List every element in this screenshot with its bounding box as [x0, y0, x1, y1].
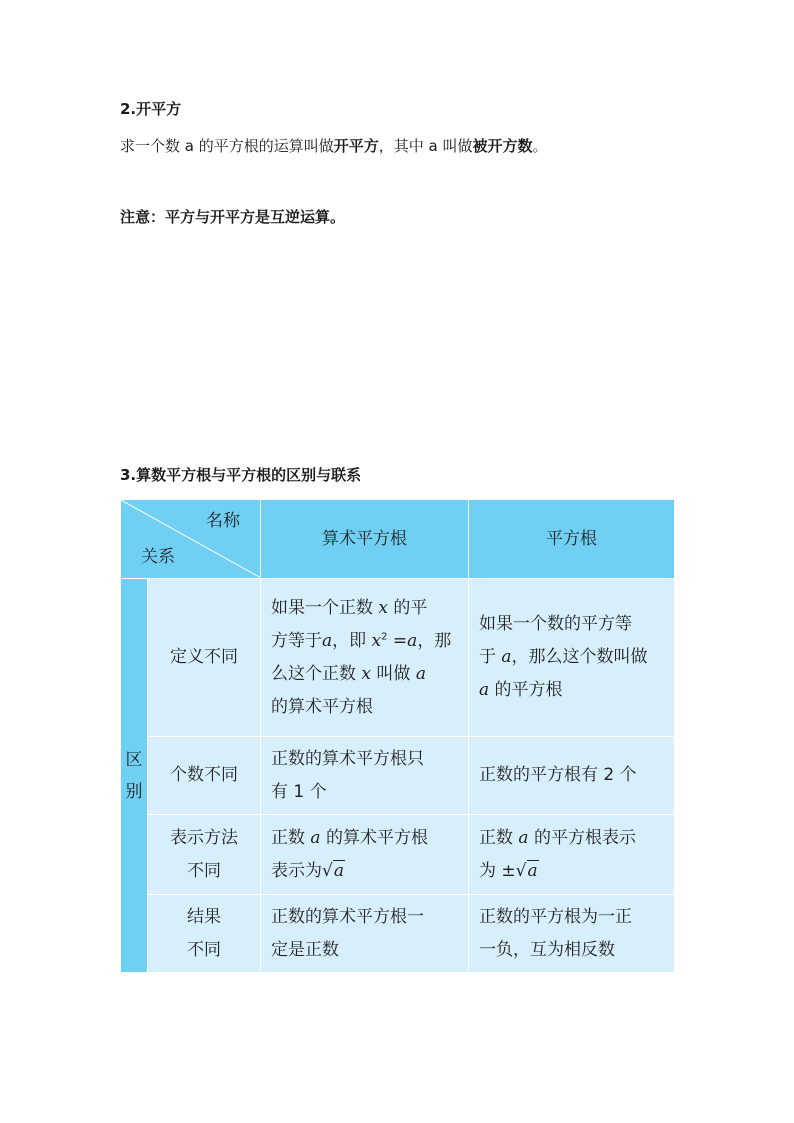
cell-line: 为 ±√a: [479, 860, 538, 881]
cell-count-arithmetic: [261, 737, 469, 815]
term-bei-kai-fang-shu: 被开方数: [472, 137, 533, 155]
corner-label-name: 名称: [206, 511, 240, 531]
section-2-definition: [120, 135, 548, 156]
cell-definition-arithmetic: [261, 579, 469, 737]
row-label-result: [148, 895, 261, 973]
definition-text: 。: [532, 137, 548, 155]
cell-line: 不同: [187, 860, 221, 881]
cell-line: 正数的算术平方根一: [271, 906, 424, 927]
section-2-note: 注意：平方与开平方是互逆运算。: [120, 208, 346, 226]
cell-line: 的算术平方根: [271, 696, 373, 717]
cell-line: 表示方法: [170, 827, 238, 848]
column-header-square-root: 平方根: [469, 500, 675, 579]
cell-line: 正数的平方根为一正: [479, 906, 632, 927]
table-row: [121, 579, 675, 737]
section-3-title: 3.算数平方根与平方根的区别与联系: [120, 466, 362, 484]
corner-cell: [121, 500, 261, 579]
definition-text: 求一个数 a 的平方根的运算叫做: [120, 137, 334, 155]
table-row: [121, 737, 675, 815]
row-label-definition: 定义不同: [148, 579, 261, 737]
cell-result-square: [469, 895, 675, 973]
cell-line: 方等于a，即 $x^2 =a$，那: [271, 630, 452, 651]
row-label-count: 个数不同: [148, 737, 261, 815]
column-header-arithmetic-root: 算术平方根: [261, 500, 469, 579]
cell-line: 么这个正数 x 叫做 a: [271, 663, 426, 684]
section-2-title: 2.开平方: [120, 100, 182, 118]
cell-result-arithmetic: [261, 895, 469, 973]
cell-line: 表示为√a: [271, 860, 344, 881]
term-kai-ping-fang: 开平方: [333, 137, 379, 155]
row-label-notation: [148, 815, 261, 895]
group-label-char: 别: [125, 781, 143, 802]
cell-line: 正数的算术平方根只: [271, 748, 424, 769]
table-row: [121, 895, 675, 973]
cell-line: 正数 a 的算术平方根: [271, 827, 428, 848]
definition-text: ，其中 a 叫做: [378, 137, 473, 155]
cell-line: 有 1 个: [271, 781, 327, 802]
cell-line: 定是正数: [271, 939, 339, 960]
cell-line: 正数的平方根有 2 个: [479, 765, 637, 785]
cell-line: 正数 a 的平方根表示: [479, 827, 636, 848]
cell-count-square: [469, 737, 675, 815]
cell-notation-arithmetic: [261, 815, 469, 895]
cell-line: a 的平方根: [479, 680, 563, 700]
comparison-table: [120, 499, 675, 973]
table-row: [121, 815, 675, 895]
cell-definition-square: [469, 579, 675, 737]
cell-notation-square: [469, 815, 675, 895]
table-header-row: [121, 500, 675, 579]
cell-line: 如果一个数的平方等: [479, 614, 632, 634]
group-label-difference: [121, 579, 148, 973]
group-label-char: 区: [125, 749, 143, 770]
cell-line: 结果: [187, 906, 221, 927]
corner-label-relation: 关系: [141, 547, 175, 567]
cell-line: 如果一个正数 x 的平: [271, 597, 428, 618]
cell-line: 不同: [187, 939, 221, 960]
cell-line: 一负，互为相反数: [479, 939, 615, 960]
cell-line: 于 a，那么这个数叫做: [479, 647, 648, 667]
